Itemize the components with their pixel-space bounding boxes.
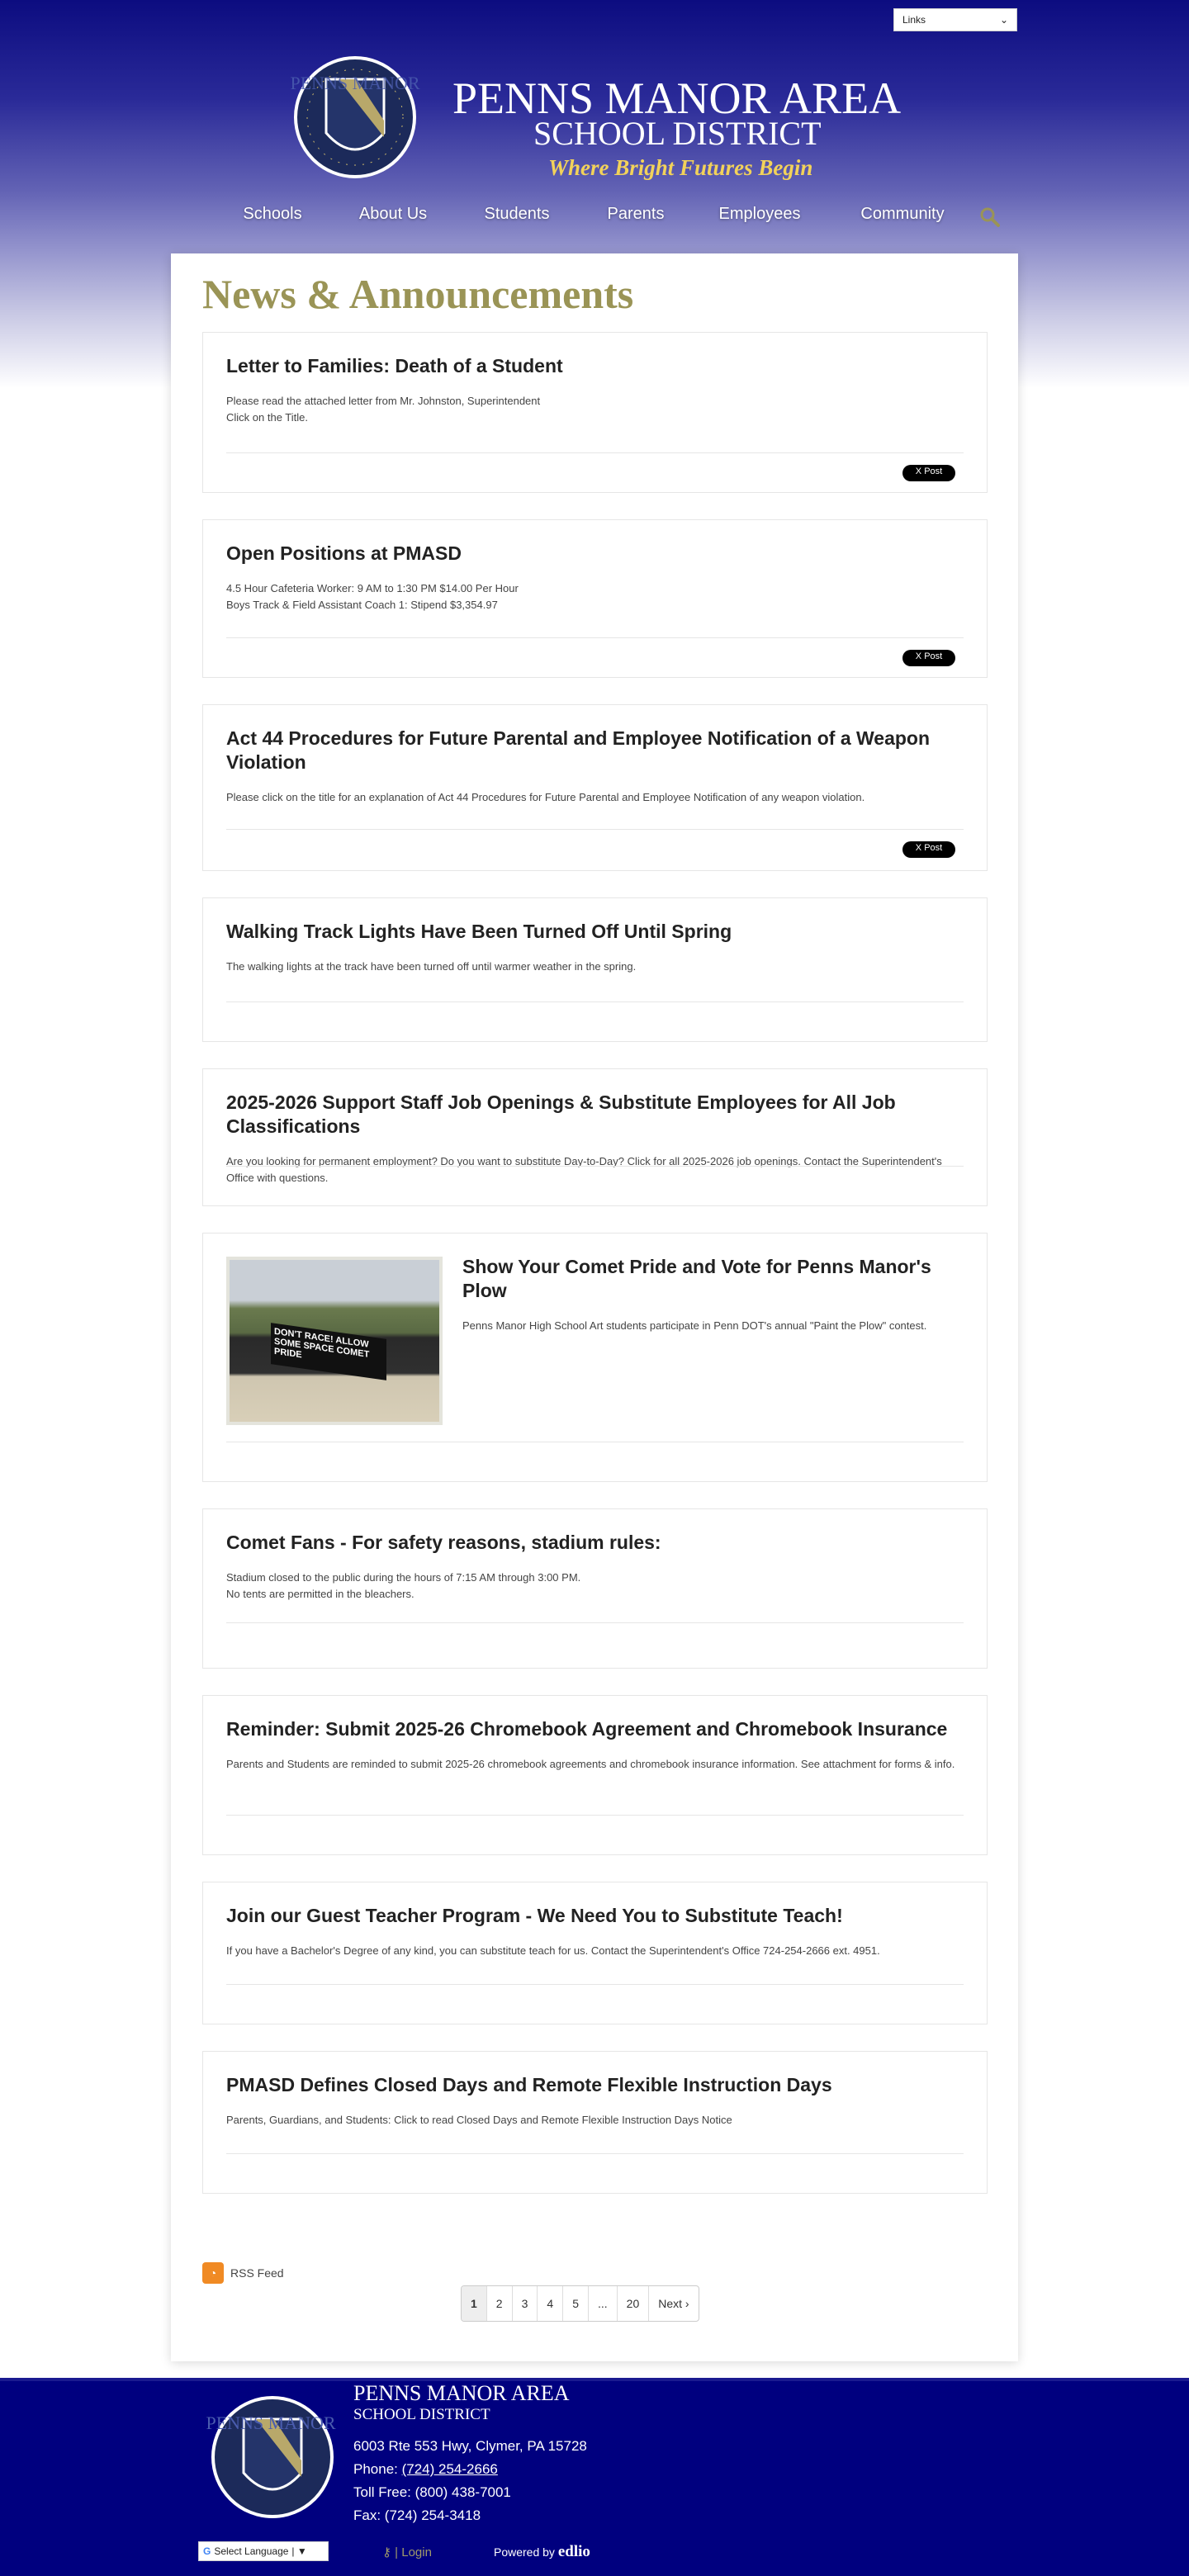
news-title-link[interactable]: Reminder: Submit 2025-26 Chromebook Agreement and Chromebook Insurance [226, 1718, 948, 1740]
news-summary: Boys Track & Field Assistant Coach 1: Stipend $3,354.97 [226, 599, 498, 611]
svg-text:PENNS MANOR: PENNS MANOR [290, 73, 420, 93]
news-summary: Click on the Title. [226, 411, 308, 424]
footer-seal-logo [197, 2388, 345, 2524]
dropdown-arrow-icon: | ▼ [291, 2545, 307, 2557]
news-list [202, 332, 988, 2220]
page-link[interactable]: 2 [487, 2286, 513, 2321]
key-icon: ⚷ [382, 2545, 391, 2559]
news-item [202, 1882, 988, 2024]
edlio-logo: edlio [557, 2543, 590, 2560]
language-select[interactable] [198, 2541, 329, 2561]
nav-community[interactable]: Community [860, 205, 945, 223]
search-icon[interactable] [979, 206, 1001, 228]
news-summary: Parents, Guardians, and Students: Click to read Closed Days and Remote Flexible Instruction Days Notice [226, 2114, 732, 2126]
nav-about-us[interactable]: About Us [358, 205, 428, 223]
nav-students[interactable]: Students [484, 205, 550, 223]
x-post-button[interactable]: X Post [902, 650, 955, 666]
news-title-link[interactable]: Show Your Comet Pride and Vote for Penns Manor's Plow [462, 1256, 931, 1301]
news-summary: If you have a Bachelor's Degree of any kind, you can substitute teach for us. Contact the Superintendent's Office 724-254-2666 ext. 4951. [226, 1944, 880, 1957]
powered-by-edlio[interactable] [494, 2543, 590, 2561]
rss-feed-link[interactable] [202, 2262, 284, 2284]
news-summary: Please read the attached letter from Mr. Johnston, Superintendent [226, 395, 541, 407]
news-item [202, 704, 988, 871]
news-title-link[interactable]: Comet Fans - For safety reasons, stadium rules: [226, 1532, 661, 1553]
page-link[interactable]: 5 [563, 2286, 589, 2321]
links-label: Links [902, 14, 926, 26]
page-link[interactable]: 20 [618, 2286, 650, 2321]
main-nav [0, 205, 1189, 230]
nav-employees[interactable]: Employees [718, 205, 801, 223]
footer-phone [353, 2461, 498, 2478]
tagline: Where Bright Futures Begin [548, 155, 813, 180]
divider [226, 2153, 964, 2154]
divider [226, 1166, 964, 1167]
news-summary: The walking lights at the track have been turned off until warmer weather in the spring. [226, 960, 637, 973]
brand-name: PENNS MANOR AREA [452, 73, 902, 123]
footer-brand: PENNS MANOR AREA [353, 2381, 570, 2405]
footer-tollfree: Toll Free: (800) 438-7001 [353, 2484, 511, 2500]
x-post-button[interactable]: X Post [902, 841, 955, 858]
content-panel [171, 253, 1018, 2361]
news-title-link[interactable]: Walking Track Lights Have Been Turned Off Until Spring [226, 921, 732, 942]
news-item [202, 897, 988, 1042]
news-summary: Please click on the title for an explanation of Act 44 Procedures for Future Parental and Employee Notification of any weapon violation. [226, 791, 865, 803]
news-item [202, 1508, 988, 1669]
google-icon: G [203, 2545, 211, 2557]
page-link[interactable]: 1 [462, 2286, 487, 2321]
page-link[interactable]: 3 [513, 2286, 538, 2321]
page-link[interactable]: 4 [538, 2286, 563, 2321]
divider [226, 637, 964, 638]
news-item [202, 1233, 988, 1482]
brand-subtitle: SCHOOL DISTRICT [533, 115, 822, 152]
x-post-button[interactable]: X Post [902, 465, 955, 481]
news-thumbnail-image[interactable] [226, 1257, 443, 1425]
news-title-link[interactable]: Letter to Families: Death of a Student [226, 355, 563, 376]
divider [226, 1622, 964, 1623]
login-link[interactable]: ⚷ | Login [382, 2545, 432, 2559]
chevron-down-icon: ⌄ [999, 14, 1008, 26]
news-title-link[interactable]: 2025-2026 Support Staff Job Openings & Substitute Employees for All Job Classifications [226, 1091, 896, 1137]
language-label: Select Language [214, 2545, 289, 2557]
rss-label: RSS Feed [230, 2266, 284, 2280]
svg-text:PENNS MANOR: PENNS MANOR [206, 2413, 336, 2433]
links-dropdown[interactable] [893, 8, 1017, 31]
nav-schools[interactable]: Schools [243, 205, 302, 223]
divider [226, 829, 964, 830]
news-summary: No tents are permitted in the bleachers. [226, 1588, 414, 1600]
news-item [202, 1068, 988, 1206]
news-summary: Penns Manor High School Art students participate in Penn DOT's annual "Paint the Plow" contest. [462, 1319, 927, 1332]
page-ellipsis: ... [589, 2286, 618, 2321]
divider [226, 452, 964, 453]
news-title-link[interactable]: Act 44 Procedures for Future Parental and Employee Notification of a Weapon Violation [226, 727, 931, 773]
rss-icon: ◔ [202, 2262, 224, 2284]
nav-parents[interactable]: Parents [607, 205, 665, 223]
powered-by-label: Powered by [494, 2545, 555, 2559]
plow-banner: DON'T RACE! ALLOW SOME SPACE COMET PRIDE [271, 1323, 386, 1380]
footer [0, 2378, 1189, 2576]
next-page-button[interactable]: Next › [658, 2297, 689, 2310]
divider [226, 1984, 964, 1985]
footer-address: 6003 Rte 553 Hwy, Clymer, PA 15728 [353, 2438, 587, 2454]
news-item [202, 519, 988, 678]
news-item [202, 1695, 988, 1855]
news-title-link[interactable]: Join our Guest Teacher Program - We Need You to Substitute Teach! [226, 1905, 843, 1926]
news-summary: Are you looking for permanent employment? Do you want to substitute Day-to-Day? Click for all 2025-2026 job openings. Contact the Superintendent's Office with questions. [226, 1155, 942, 1184]
phone-link[interactable]: (724) 254-2666 [401, 2461, 498, 2477]
news-item [202, 332, 988, 493]
news-title-link[interactable]: PMASD Defines Closed Days and Remote Flexible Instruction Days [226, 2074, 832, 2095]
phone-label: Phone: [353, 2461, 402, 2477]
news-summary: 4.5 Hour Cafeteria Worker: 9 AM to 1:30 PM $14.00 Per Hour [226, 582, 519, 594]
news-item [202, 2051, 988, 2194]
footer-subtitle: SCHOOL DISTRICT [353, 2406, 490, 2423]
news-title-link[interactable]: Open Positions at PMASD [226, 542, 462, 564]
district-seal-logo[interactable] [281, 54, 429, 182]
login-label: Login [401, 2545, 432, 2559]
news-summary: Parents and Students are reminded to submit 2025-26 chromebook agreements and chromebook insurance information. See attachment for forms & info. [226, 1758, 955, 1770]
pagination [461, 2285, 699, 2322]
page-title: News & Announcements [202, 271, 634, 317]
divider [226, 1815, 964, 1816]
footer-fax: Fax: (724) 254-3418 [353, 2507, 481, 2523]
news-summary: Stadium closed to the public during the hours of 7:15 AM through 3:00 PM. [226, 1571, 581, 1584]
